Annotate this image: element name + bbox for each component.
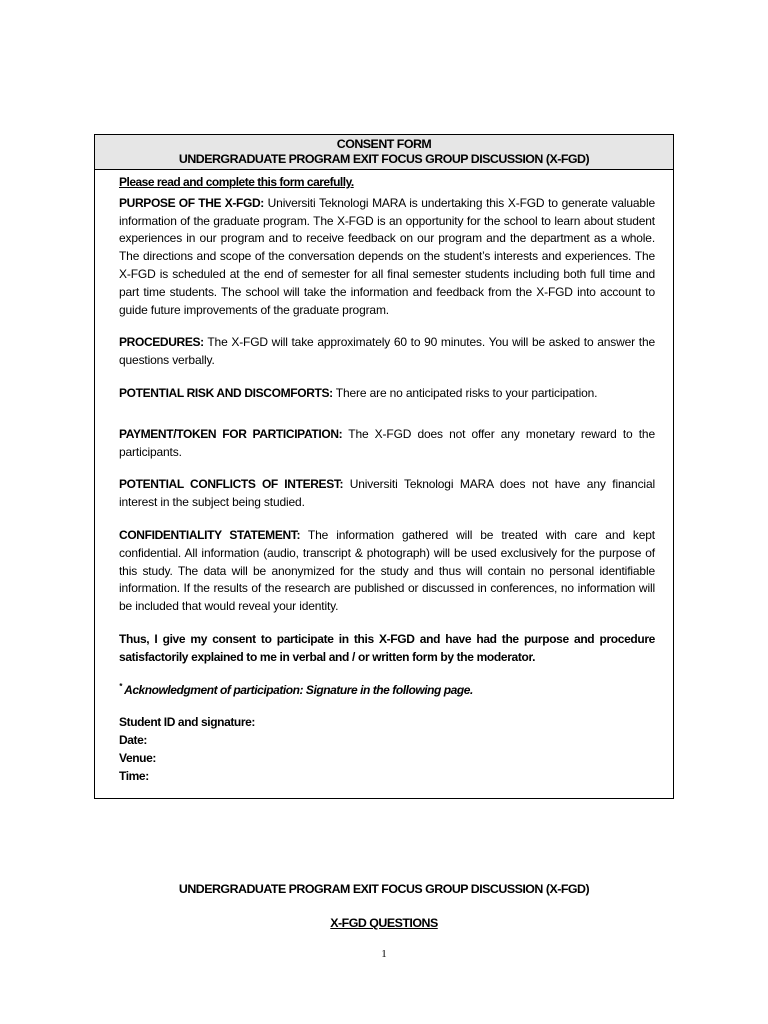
time-field: Time: bbox=[119, 768, 149, 783]
procedures-section bbox=[119, 334, 655, 370]
consent-statement: Thus, I give my consent to participate in this X-FGD and have had the purpose and procedure satisfactorily explained to me in verbal and / or written form by the moderator. bbox=[119, 631, 655, 664]
acknowledgment-note bbox=[119, 682, 655, 700]
conflicts-section bbox=[119, 476, 655, 512]
student-id-field: Student ID and signature: bbox=[119, 715, 256, 730]
risks-text: There are no anticipated risks to your participation. bbox=[332, 385, 598, 400]
purpose-label: PURPOSE OF THE X-FGD: bbox=[119, 195, 264, 210]
instruction-text: Please read and complete this form carefully. bbox=[119, 175, 354, 189]
form-title: CONSENT FORM bbox=[336, 137, 432, 151]
venue-field: Venue: bbox=[119, 750, 156, 765]
asterisk-marker: * bbox=[119, 681, 122, 691]
purpose-text: Universiti Teknologi MARA is undertaking this X-FGD to generate valuable information of the graduate program. The X-FGD is an opportunity for the school to learn about student experiences in our program and to receive feedback on our program and the department as a whole. The directions and scope of the conversation depends on the student’s interests and experiences. The X-FGD is scheduled at the end of semester for all final semester students including both full time and part time students. The school will take the information and feedback from the X-FGD into account to guide future improvements of the graduate program. bbox=[119, 195, 655, 317]
procedures-text: The X-FGD will take approximately 60 to 90 minutes. You will be asked to answer the questions verbally. bbox=[119, 335, 655, 368]
purpose-section bbox=[119, 195, 655, 320]
form-subtitle: UNDERGRADUATE PROGRAM EXIT FOCUS GROUP DISCUSSION (X-FGD) bbox=[178, 152, 590, 166]
payment-text: The X-FGD does not offer any monetary reward to the participants. bbox=[119, 426, 655, 459]
confidentiality-text: The information gathered will be treated with care and kept confidential. All information (audio, transcript & photograph) will be used exclusively for the purpose of this study. The data will be anonymized for the study and thus will contain no personal identifiable information. If the results of the research are published or discussed in conferences, no information will be included that would reveal your identity. bbox=[119, 527, 655, 614]
page-number: 1 bbox=[381, 948, 387, 960]
payment-label: PAYMENT/TOKEN FOR PARTICIPATION: bbox=[119, 426, 343, 441]
questions-heading: UNDERGRADUATE PROGRAM EXIT FOCUS GROUP DISCUSSION (X-FGD) bbox=[178, 882, 590, 896]
form-body bbox=[95, 174, 673, 786]
questions-subheading: X-FGD QUESTIONS bbox=[330, 916, 438, 930]
risks-section bbox=[119, 385, 655, 403]
consent-form bbox=[94, 134, 674, 799]
procedures-label: PROCEDURES: bbox=[119, 335, 204, 350]
confidentiality-label: CONFIDENTIALITY STATEMENT: bbox=[119, 527, 301, 542]
signature-fields bbox=[119, 714, 655, 785]
payment-section bbox=[119, 426, 655, 462]
date-field: Date: bbox=[119, 733, 148, 748]
conflicts-label: POTENTIAL CONFLICTS OF INTEREST: bbox=[119, 477, 344, 492]
conflicts-text: Universiti Teknologi MARA does not have any financial interest in the subject being studied. bbox=[119, 477, 655, 510]
acknowledgment-text: Acknowledgment of participation: Signature in the following page. bbox=[121, 682, 473, 697]
risks-label: POTENTIAL RISK AND DISCOMFORTS: bbox=[119, 385, 333, 400]
confidentiality-section bbox=[119, 527, 655, 616]
form-header bbox=[95, 135, 673, 170]
